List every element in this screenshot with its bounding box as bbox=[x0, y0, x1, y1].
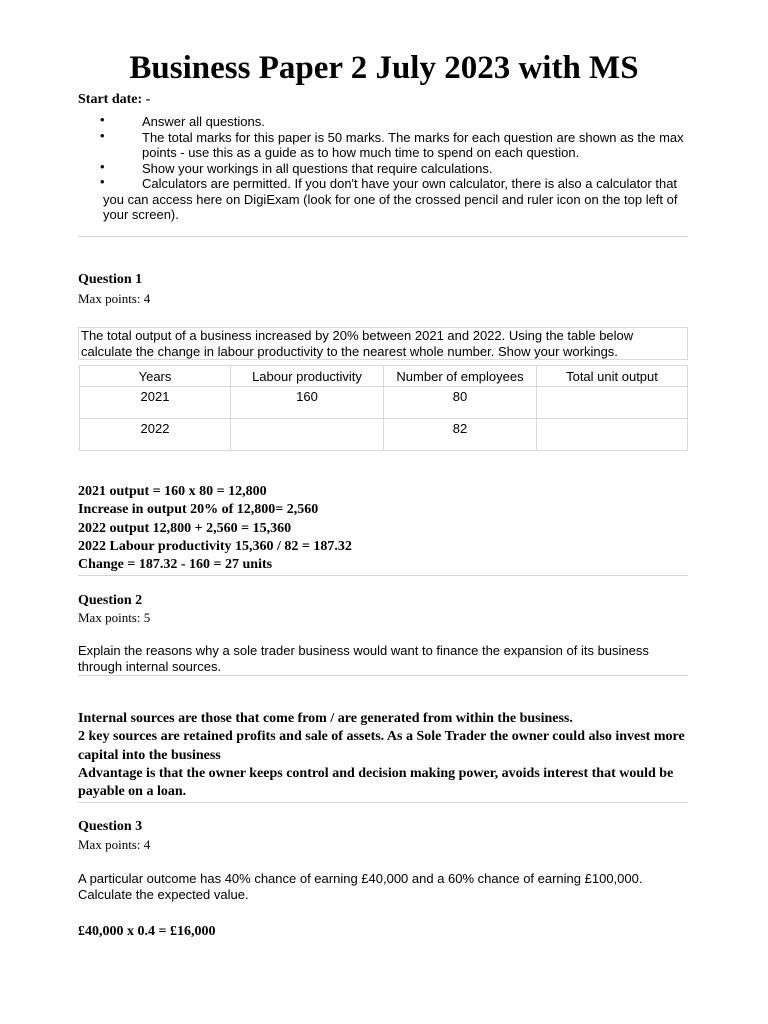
productivity-table bbox=[79, 365, 688, 451]
table-header-cell: Years bbox=[80, 366, 231, 387]
question-3-points: Max points: 4 bbox=[78, 837, 151, 852]
question-2-text: Explain the reasons why a sole trader business would want to finance the expansion of its business through internal sources. bbox=[78, 643, 649, 674]
table-row bbox=[80, 419, 688, 451]
question-3-title: Question 3 bbox=[78, 819, 143, 834]
table-cell: 2022 bbox=[80, 419, 231, 451]
question-1-title: Question 1 bbox=[78, 272, 143, 287]
table-header-cell: Total unit output bbox=[537, 366, 688, 387]
start-date-label: Start date: - bbox=[78, 92, 151, 107]
section-divider bbox=[78, 802, 688, 803]
table-cell bbox=[231, 419, 384, 451]
question-2-points: Max points: 5 bbox=[78, 610, 151, 625]
section-divider bbox=[78, 236, 688, 237]
bullet-icon: • bbox=[100, 127, 105, 143]
answer-line: Change = 187.32 - 160 = 27 units bbox=[78, 557, 273, 573]
instruction-item: • The total marks for this paper is 50 marks. The marks for each question are shown as the max points - use this as a guide as to how much time to spend on each question. bbox=[100, 127, 684, 160]
question-2-answer bbox=[78, 710, 688, 801]
table-cell: 2021 bbox=[80, 387, 231, 419]
question-2-title: Question 2 bbox=[78, 593, 143, 608]
table-row bbox=[80, 387, 688, 419]
table-cell bbox=[537, 387, 688, 419]
instruction-item: • Answer all questions. bbox=[100, 112, 265, 129]
instruction-item: • Calculators are permitted. If you don't have your own calculator, there is also a calculator that you can access here on DigiExam (look for one of the crossed pencil and ruler icon on the top left of your screen). bbox=[100, 174, 678, 222]
table-cell: 80 bbox=[384, 387, 537, 419]
table-cell: 160 bbox=[231, 387, 384, 419]
answer-line: Internal sources are those that come from / are generated from within the business. bbox=[78, 711, 573, 726]
page-title: Business Paper 2 July 2023 with MS bbox=[129, 50, 639, 86]
answer-line: 2022 output 12,800 + 2,560 = 15,360 bbox=[78, 520, 292, 536]
question-3-text: A particular outcome has 40% chance of earning £40,000 and a 60% chance of earning £100,000. Calculate the expected value. bbox=[78, 871, 643, 902]
answer-line: 2022 Labour productivity 15,360 / 82 = 187.32 bbox=[78, 538, 352, 554]
bullet-icon: • bbox=[100, 112, 105, 127]
table-cell: 82 bbox=[384, 419, 537, 451]
answer-line: Increase in output 20% of 12,800= 2,560 bbox=[78, 502, 319, 518]
answer-line: 2 key sources are retained profits and sale of assets. As a Sole Trader the owner could also invest more capital into the business bbox=[78, 729, 685, 763]
table-cell bbox=[537, 419, 688, 451]
instructions-list bbox=[78, 114, 688, 223]
answer-line: Advantage is that the owner keeps control and decision making power, avoids interest that would be payable on a loan. bbox=[78, 765, 674, 800]
section-divider bbox=[78, 675, 688, 676]
question-1-text: The total output of a business increased by 20% between 2021 and 2022. Using the table below calculate the change in labour productivity to the nearest whole number. Show your workings. bbox=[78, 327, 688, 360]
instruction-item: • Show your workings in all questions that require calculations. bbox=[100, 158, 493, 176]
table-header-cell: Labour productivity bbox=[231, 366, 384, 387]
question-1-answer bbox=[78, 483, 688, 574]
question-3-answer bbox=[78, 923, 688, 941]
question-1-points: Max points: 4 bbox=[78, 291, 151, 306]
answer-line: 2021 output = 160 x 80 = 12,800 bbox=[78, 484, 267, 499]
section-divider bbox=[78, 575, 688, 576]
table-header-cell: Number of employees bbox=[384, 366, 537, 387]
bullet-icon: • bbox=[100, 174, 105, 189]
bullet-icon: • bbox=[100, 158, 105, 174]
table-header-row bbox=[80, 366, 688, 387]
answer-line: £40,000 x 0.4 = £16,000 bbox=[78, 924, 216, 939]
